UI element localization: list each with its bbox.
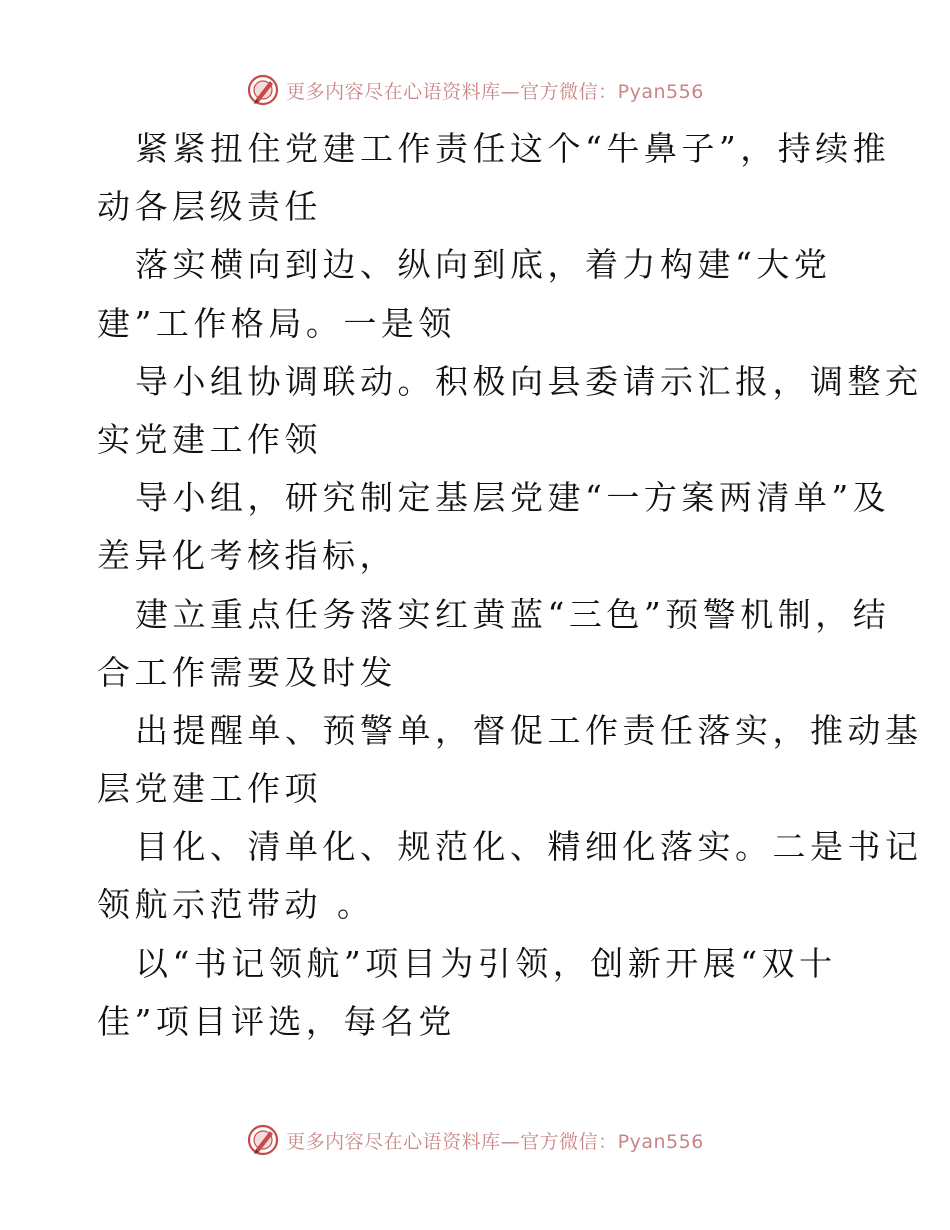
body-line: 层党建工作项 <box>97 769 322 809</box>
body-line: 动各层级责任 <box>97 187 322 227</box>
footer-watermark <box>0 1120 950 1160</box>
body-line: 建立重点任务落实红黄蓝“三色”预警机制，结 <box>135 594 891 634</box>
body-line: 领航示范带动 。 <box>97 885 375 925</box>
watermark-text: 更多内容尽在心语资料库—官方微信：Pyan556 <box>286 80 704 103</box>
header-watermark <box>0 70 950 110</box>
body-line: 落实横向到边、纵向到底，着力构建“大党 <box>135 245 832 285</box>
body-line: 差异化考核指标， <box>97 536 397 576</box>
pen-logo-icon <box>246 1123 280 1157</box>
body-line: 出提醒单、预警单，督促工作责任落实，推动基 <box>135 710 923 750</box>
body-line: 佳”项目评选，每名党 <box>97 1001 456 1041</box>
body-line: 建”工作格局。一是领 <box>97 303 456 343</box>
body-line: 目化、清单化、规范化、精细化落实。二是书记 <box>135 827 923 867</box>
watermark-text: 更多内容尽在心语资料库—官方微信：Pyan556 <box>286 1130 704 1153</box>
body-line: 导小组，研究制定基层党建“一方案两清单”及 <box>135 478 891 518</box>
body-line: 紧紧扭住党建工作责任这个“牛鼻子”，持续推 <box>135 129 891 168</box>
body-line: 实党建工作领 <box>97 419 322 459</box>
pen-logo-icon <box>246 73 280 107</box>
body-line: 导小组协调联动。积极向县委请示汇报，调整充 <box>135 361 923 401</box>
body-line: 以“书记领航”项目为引领，创新开展“双十 <box>135 943 837 983</box>
body-line: 合工作需要及时发 <box>97 652 397 692</box>
document-body <box>97 120 923 1051</box>
